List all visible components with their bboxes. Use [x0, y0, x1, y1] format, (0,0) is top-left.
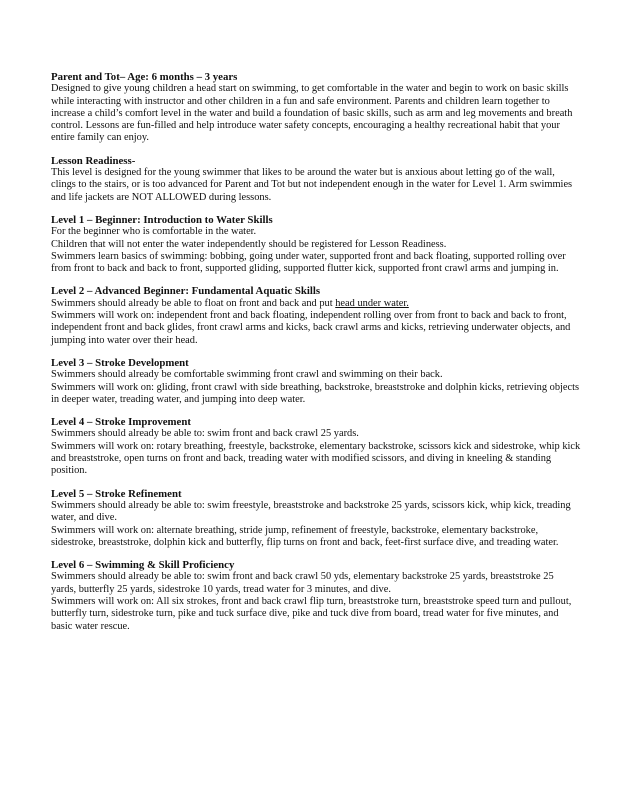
- section-line: Swimmers will work on: independent front and back floating, independent rolling over from front to back and back to front, independent front and back glides, front crawl arms and kicks, back crawl arms and kicks, retrieving underwater objects, and jumping into water over their head.: [51, 310, 571, 346]
- section-line: Swimmers should already be able to: swim freestyle, breaststroke and backstroke 25 yards, scissors kick, whip kick, treading water, and dive.: [51, 499, 571, 524]
- section-line: Swimmers should already be able to: swim front and back crawl 50 yds, elementary backstroke 25 yards, breaststroke 25 yards, butterfly 25 yards, sidestroke 10 yards, tread water for 3 minutes, and dive.: [51, 571, 554, 595]
- section-heading: Parent and Tot– Age: 6 months – 3 years: [51, 71, 238, 83]
- section-line: Swimmers will work on: alternate breathing, stride jump, refinement of freestyle, backstroke, elementary backstroke, sidestroke, breaststroke, dolphin kick and butterfly, flip turns on front and back, feet-first surface dive, and treading water.: [51, 524, 559, 548]
- section-heading: Lesson Readiness-: [51, 154, 136, 167]
- underlined-text: head under water.: [335, 297, 409, 309]
- section-level-4: [51, 416, 581, 477]
- prerequisite-text: Swimmers should already be able to float on front and back and put: [51, 297, 336, 309]
- section-line: Swimmers learn basics of swimming: bobbing, going under water, supported front and back floating, supported rolling over from front to back and back to front, supported gliding, supported flutter kick, supported front crawl arms and jumping in.: [51, 250, 566, 275]
- section-heading: Level 4 – Stroke Improvement: [51, 416, 191, 429]
- section-level-5: [51, 488, 581, 549]
- section-line: Swimmers will work on: gliding, front crawl with side breathing, backstroke, breaststroke and dolphin kicks, retrieving objects in deeper water, treading water, and jumping into deep water.: [51, 381, 580, 405]
- section-line: Swimmers will work on: All six strokes, front and back crawl flip turn, breaststroke turn, breaststroke speed turn and pullout, butterfly turn, sidestroke turn, pike and tuck surface dive, pike and tuck dive from board, tread water for five minutes, and basic water rescue.: [51, 595, 572, 632]
- section-level-1: [51, 214, 581, 275]
- section-heading: Level 6 – Swimming & Skill Proficiency: [51, 559, 235, 572]
- section-line: Children that will not enter the water independently should be registered for Lesson Readiness.: [51, 238, 447, 250]
- section-level-6: [51, 559, 581, 633]
- document-page: [51, 71, 581, 643]
- section-lesson-readiness: [51, 155, 581, 204]
- section-level-3: [51, 357, 581, 406]
- section-description: This level is designed for the young swimmer that likes to be around the water but is anxious about letting go of the wall, clings to the stairs, or is too advanced for Parent and Tot but not independent enough in the water for Level 1. Arm swimmies and life jackets are NOT ALLOWED during lessons.: [51, 167, 573, 203]
- section-level-2: [51, 285, 581, 346]
- section-heading: Level 1 – Beginner: Introduction to Water Skills: [51, 213, 273, 226]
- section-line: Swimmers will work on: rotary breathing, freestyle, backstroke, elementary backstroke, scissors kick and sidestroke, whip kick and breaststroke, open turns on front and back, treading water with modified scissors, and diving in kneeling & standing position.: [51, 440, 581, 477]
- section-heading: Level 5 – Stroke Refinement: [51, 487, 182, 500]
- section-line: Swimmers should already be able to: swim front and back crawl 25 yards.: [51, 428, 359, 440]
- section-description: Designed to give young children a head start on swimming, to get comfortable in the water and begin to work on basic skills while interacting with instructor and other children in a fun and safe environment. Parents and children learn together to increase a child’s comfort level in the water and build a foundation of basic skills, such as arm and leg movements and breath control. Lessons are fun-filled and help introduce water safety concepts, encouraging a healthy recreational habit that your entire family can enjoy.: [51, 83, 573, 144]
- section-heading: Level 2 – Advanced Beginner: Fundamental Aquatic Skills: [51, 285, 321, 298]
- section-parent-and-tot: [51, 71, 581, 145]
- section-heading: Level 3 – Stroke Development: [51, 356, 189, 369]
- section-line: For the beginner who is comfortable in the water.: [51, 226, 257, 238]
- section-line: Swimmers should already be comfortable swimming front crawl and swimming on their back.: [51, 369, 443, 381]
- section-prerequisite: [51, 298, 581, 310]
